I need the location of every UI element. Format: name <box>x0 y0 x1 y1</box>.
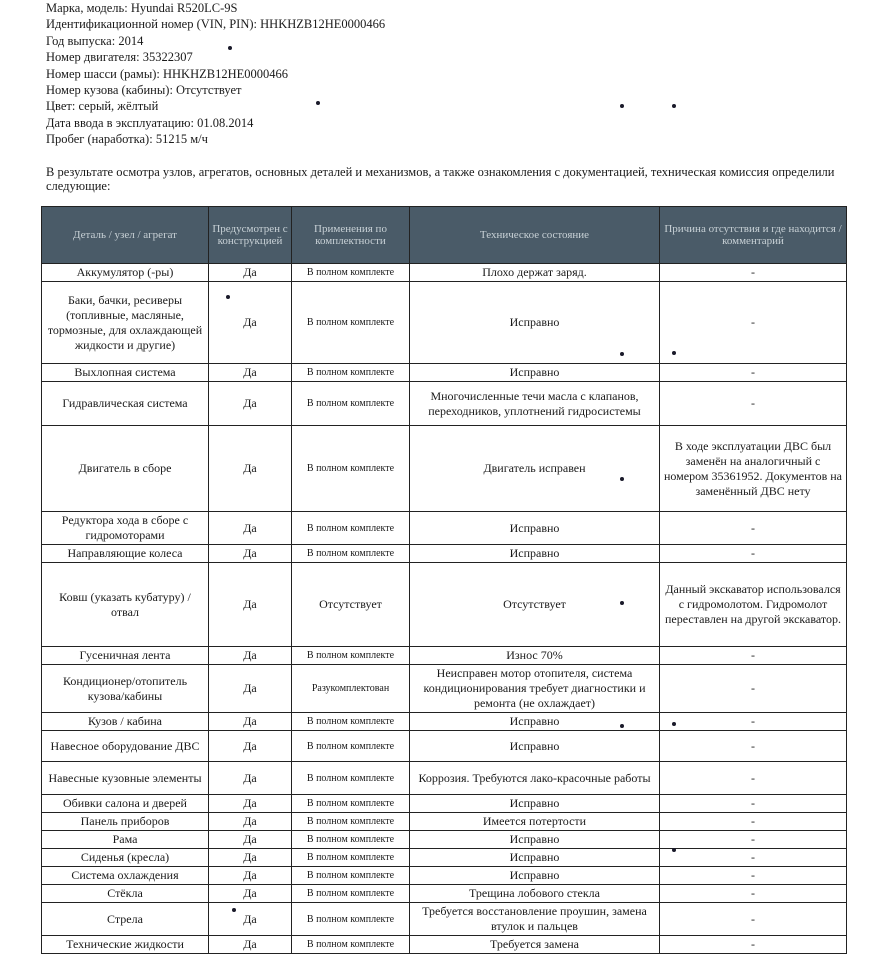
provided-cell: Да <box>209 762 292 795</box>
provided-cell: Да <box>209 795 292 813</box>
scan-speck <box>672 351 676 355</box>
condition-cell: Коррозия. Требуются лако-красочные работы <box>410 762 660 795</box>
part-cell: Навесные кузовные элементы <box>42 762 209 795</box>
part-cell: Баки, бачки, ресиверы (топливные, масляные, тормозные, для охлаждающей жидкости и другие) <box>42 282 209 364</box>
part-cell: Стёкла <box>42 885 209 903</box>
condition-cell: Отсутствует <box>410 563 660 647</box>
scan-speck <box>672 722 676 726</box>
table-row <box>42 282 847 364</box>
condition-cell: Износ 70% <box>410 647 660 665</box>
comment-cell: - <box>660 813 847 831</box>
part-cell: Обивки салона и дверей <box>42 795 209 813</box>
column-header: Применения по комплектности <box>292 207 410 264</box>
column-header: Техническое состояние <box>410 207 660 264</box>
provided-cell: Да <box>209 936 292 954</box>
provided-cell: Да <box>209 426 292 512</box>
comment-cell: - <box>660 867 847 885</box>
comment-cell: В ходе эксплуатации ДВС был заменён на аналогичный с номером 35361952. Документов на заменённый ДВС нету <box>660 426 847 512</box>
completeness-cell: В полном комплекте <box>292 885 410 903</box>
provided-cell: Да <box>209 563 292 647</box>
provided-cell: Да <box>209 264 292 282</box>
table-row <box>42 795 847 813</box>
intro-paragraph: В результате осмотра узлов, агрегатов, основных деталей и механизмов, а также ознакомления с документацией, техническая комиссия определили следующие: <box>46 165 835 193</box>
table-header-row <box>42 207 847 264</box>
comment-cell: - <box>660 795 847 813</box>
condition-cell: Исправно <box>410 545 660 563</box>
completeness-cell: В полном комплекте <box>292 647 410 665</box>
part-cell: Направляющие колеса <box>42 545 209 563</box>
table-row <box>42 665 847 713</box>
completeness-cell: В полном комплекте <box>292 382 410 426</box>
column-header: Предусмотрен с конструкцией <box>209 207 292 264</box>
detail-line: Номер шасси (рамы): HHKHZB12HE0000466 <box>46 66 288 81</box>
condition-cell: Трещина лобового стекла <box>410 885 660 903</box>
condition-cell: Требуется замена <box>410 936 660 954</box>
detail-line: Дата ввода в эксплуатацию: 01.08.2014 <box>46 115 254 130</box>
completeness-cell: Отсутствует <box>292 563 410 647</box>
table-row <box>42 264 847 282</box>
table-row <box>42 867 847 885</box>
condition-cell: Исправно <box>410 282 660 364</box>
condition-cell: Исправно <box>410 831 660 849</box>
comment-cell: - <box>660 885 847 903</box>
comment-cell: - <box>660 264 847 282</box>
comment-cell: - <box>660 382 847 426</box>
provided-cell: Да <box>209 731 292 762</box>
provided-cell: Да <box>209 545 292 563</box>
comment-cell: - <box>660 364 847 382</box>
condition-cell: Исправно <box>410 364 660 382</box>
comment-cell: - <box>660 849 847 867</box>
comment-cell: - <box>660 903 847 936</box>
scan-speck <box>228 46 232 50</box>
completeness-cell: В полном комплекте <box>292 264 410 282</box>
scan-speck <box>316 101 320 105</box>
completeness-cell: В полном комплекте <box>292 936 410 954</box>
completeness-cell: В полном комплекте <box>292 903 410 936</box>
vehicle-details <box>46 0 385 148</box>
part-cell: Редуктора хода в сборе с гидромоторами <box>42 512 209 545</box>
scan-speck <box>672 104 676 108</box>
provided-cell: Да <box>209 831 292 849</box>
table-row <box>42 849 847 867</box>
part-cell: Ковш (указать кубатуру) / отвал <box>42 563 209 647</box>
table-row <box>42 545 847 563</box>
comment-cell: - <box>660 512 847 545</box>
scan-speck <box>620 477 624 481</box>
table-row <box>42 426 847 512</box>
completeness-cell: В полном комплекте <box>292 545 410 563</box>
column-header: Деталь / узел / агрегат <box>42 207 209 264</box>
condition-cell: Исправно <box>410 512 660 545</box>
table-row <box>42 936 847 954</box>
detail-line: Идентификационной номер (VIN, PIN): HHKHZB12HE0000466 <box>46 17 386 32</box>
completeness-cell: В полном комплекте <box>292 731 410 762</box>
table-row <box>42 382 847 426</box>
table-row <box>42 885 847 903</box>
comment-cell: - <box>660 762 847 795</box>
detail-line: Год выпуска: 2014 <box>46 33 144 48</box>
scan-speck <box>226 295 230 299</box>
table-row <box>42 831 847 849</box>
table-row <box>42 903 847 936</box>
comment-cell: - <box>660 665 847 713</box>
part-cell: Рама <box>42 831 209 849</box>
completeness-cell: В полном комплекте <box>292 813 410 831</box>
completeness-cell: В полном комплекте <box>292 867 410 885</box>
condition-cell: Исправно <box>410 867 660 885</box>
completeness-cell: В полном комплекте <box>292 364 410 382</box>
condition-cell: Двигатель исправен <box>410 426 660 512</box>
detail-line: Цвет: серый, жёлтый <box>46 99 159 114</box>
completeness-cell: В полном комплекте <box>292 512 410 545</box>
part-cell: Сиденья (кресла) <box>42 849 209 867</box>
part-cell: Стрела <box>42 903 209 936</box>
detail-line: Номер кузова (кабины): Отсутствует <box>46 83 242 98</box>
table-row <box>42 713 847 731</box>
condition-cell: Исправно <box>410 731 660 762</box>
provided-cell: Да <box>209 512 292 545</box>
table-body <box>42 264 847 954</box>
comment-cell: - <box>660 282 847 364</box>
provided-cell: Да <box>209 867 292 885</box>
condition-cell: Требуется восстановление проушин, замена втулок и пальцев <box>410 903 660 936</box>
provided-cell: Да <box>209 364 292 382</box>
completeness-cell: В полном комплекте <box>292 713 410 731</box>
comment-cell: - <box>660 731 847 762</box>
provided-cell: Да <box>209 282 292 364</box>
comment-cell: - <box>660 713 847 731</box>
detail-line: Пробег (наработка): 51215 м/ч <box>46 132 208 147</box>
part-cell: Гусеничная лента <box>42 647 209 665</box>
table-row <box>42 813 847 831</box>
completeness-cell: В полном комплекте <box>292 426 410 512</box>
detail-line: Марка, модель: Hyundai R520LC-9S <box>46 1 238 15</box>
table-row <box>42 647 847 665</box>
scan-speck <box>620 601 624 605</box>
completeness-cell: Разукомплектован <box>292 665 410 713</box>
completeness-cell: В полном комплекте <box>292 282 410 364</box>
part-cell: Панель приборов <box>42 813 209 831</box>
part-cell: Технические жидкости <box>42 936 209 954</box>
completeness-cell: В полном комплекте <box>292 849 410 867</box>
condition-cell: Плохо держат заряд. <box>410 264 660 282</box>
detail-line: Номер двигателя: 35322307 <box>46 50 193 65</box>
scan-speck <box>620 352 624 356</box>
part-cell: Кондиционер/отопитель кузова/кабины <box>42 665 209 713</box>
part-cell: Кузов / кабина <box>42 713 209 731</box>
provided-cell: Да <box>209 665 292 713</box>
inspection-table <box>41 206 847 954</box>
condition-cell: Неисправен мотор отопителя, система кондиционирования требует диагностики и ремонта (не охлаждает) <box>410 665 660 713</box>
table-row <box>42 762 847 795</box>
comment-cell: - <box>660 545 847 563</box>
provided-cell: Да <box>209 382 292 426</box>
table-row <box>42 364 847 382</box>
part-cell: Двигатель в сборе <box>42 426 209 512</box>
provided-cell: Да <box>209 885 292 903</box>
comment-cell: - <box>660 647 847 665</box>
table-row <box>42 563 847 647</box>
provided-cell: Да <box>209 713 292 731</box>
condition-cell: Имеется потертости <box>410 813 660 831</box>
part-cell: Выхлопная система <box>42 364 209 382</box>
part-cell: Система охлаждения <box>42 867 209 885</box>
provided-cell: Да <box>209 647 292 665</box>
scan-speck <box>620 724 624 728</box>
condition-cell: Многочисленные течи масла с клапанов, переходников, уплотнений гидросистемы <box>410 382 660 426</box>
scan-speck <box>620 104 624 108</box>
part-cell: Навесное оборудование ДВС <box>42 731 209 762</box>
condition-cell: Исправно <box>410 713 660 731</box>
condition-cell: Исправно <box>410 795 660 813</box>
completeness-cell: В полном комплекте <box>292 762 410 795</box>
column-header: Причина отсутствия и где находится / комментарий <box>660 207 847 264</box>
part-cell: Гидравлическая система <box>42 382 209 426</box>
table-row <box>42 731 847 762</box>
table-row <box>42 512 847 545</box>
comment-cell: - <box>660 831 847 849</box>
comment-cell: - <box>660 936 847 954</box>
scan-speck <box>672 848 676 852</box>
completeness-cell: В полном комплекте <box>292 795 410 813</box>
part-cell: Аккумулятор (-ры) <box>42 264 209 282</box>
scan-speck <box>232 908 236 912</box>
comment-cell: Данный экскаватор использовался с гидромолотом. Гидромолот переставлен на другой экскаватор. <box>660 563 847 647</box>
condition-cell: Исправно <box>410 849 660 867</box>
provided-cell: Да <box>209 813 292 831</box>
provided-cell: Да <box>209 903 292 936</box>
provided-cell: Да <box>209 849 292 867</box>
completeness-cell: В полном комплекте <box>292 831 410 849</box>
